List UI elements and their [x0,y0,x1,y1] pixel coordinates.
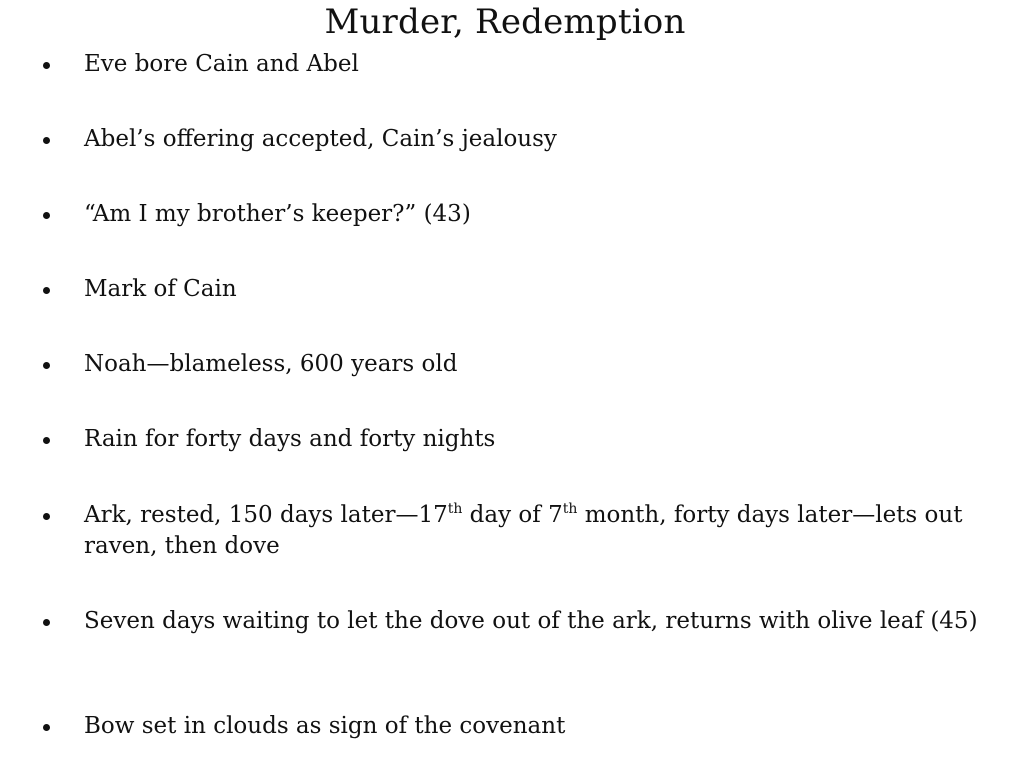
ordinal-suffix: th [562,501,578,517]
bullet-text: Noah—blameless, 600 years old [84,351,458,377]
bullet-text [84,500,984,562]
bullet-text: Eve bore Cain and Abel [84,51,359,77]
bullet-dot-icon [43,287,50,294]
bullet-dot-icon [43,212,50,219]
ordinal-suffix: th [447,501,463,517]
bullet-text: Bow set in clouds as sign of the covenant [84,713,566,739]
bullet-dot-icon [43,362,50,369]
bullet-dot-icon [43,437,50,444]
bullet-dot-icon [43,619,50,626]
bullet-text: Abel’s offering accepted, Cain’s jealousy [84,126,557,152]
bullet-dot-icon [43,62,50,69]
bullet-text-part: day of 7 [462,502,563,528]
bullet-dot-icon [43,724,50,731]
bullet-dot-icon [43,513,50,520]
bullet-text: Rain for forty days and forty nights [84,426,496,452]
slide-title: Murder, Redemption [324,2,686,42]
bullet-text-part: month, forty days later—lets out raven, then dove [84,502,963,559]
bullet-text-part: Ark, rested, 150 days later—17 [84,502,448,528]
bullet-text: “Am I my brother’s keeper?” (43) [84,201,471,227]
bullet-text: Mark of Cain [84,276,237,302]
bullet-text: Seven days waiting to let the dove out of the ark, returns with olive leaf (45) [84,608,978,634]
bullet-dot-icon [43,137,50,144]
